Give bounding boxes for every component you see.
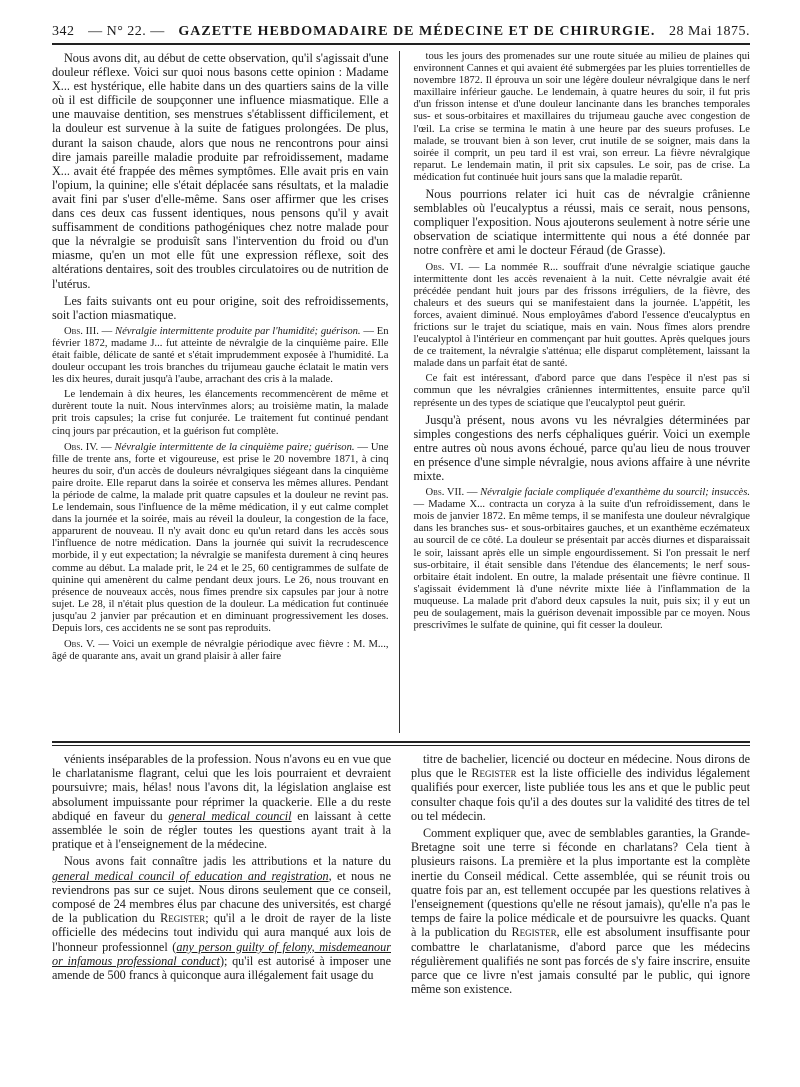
paragraph: tous les jours des promenades sur une route située au milieu de plaines qui environnent Cannes et qui avaient été submergées par les pluies torrentielles de novembre 1872. Il éprouva un soir une légère douleur névralgique dans le nerf maxillaire inférieur gauche. Le lendemain, à quatre heures du soir, il fut pris d'un frisson intense et d'une douleur lancinante dans les branches temporales sus- et sous-orbitaires et maxillaires du trijumeau gauche avec congestion de l'œil. La crise se termina le matin à une heure par des sueurs profuses. Le malade, se trouvant bien à son lever, crut inutile de se soigner, mais dans la soirée il comprit, un peu tard il est vrai, son erreur. La fièvre névralgique reparut. Le lendemain matin, il prit six capsules. Le soir, pas de crise. La médication fut continuée huit jours sans que la maladie reparût.: [413, 51, 750, 183]
text-run: , et nous ne reviendrons pas sur ce sujet. Nous dirons seulement que ce conseil, composé de 24 membres élus par chacune des universités, est chargé de la publication du: [52, 868, 391, 926]
lower-left-column: [52, 752, 397, 1042]
section-divider: [52, 741, 750, 743]
issue-date: 28 Mai 1875.: [668, 24, 750, 39]
paragraph: Le lendemain à dix heures, les élancements recommencèrent de même et durèrent toute la nuit. Nous intervînmes alors; au troisième matin, la malade prit trois capsules; la crise fut conjurée. Le traitement fut continué pendant cinq jours par précaution, et la guérison fut complète.: [52, 389, 389, 437]
observation-3: [52, 326, 389, 386]
text-run: vénients inséparables de la profession. Nous n'avons eu en vue que le charlatanisme flagrant, celui que les lois pourraient et devraient poursuivre; mais, hélas! nous l'avons dit, la législation anglaise est absolument impuissante pour réprimer la quackerie. Elle a du reste abdiqué en faveur du: [52, 752, 391, 823]
upper-right-column: [414, 51, 751, 733]
observation-5: [52, 639, 389, 663]
journal-title: GAZETTE HEBDOMADAIRE DE MÉDECINE ET DE CHIRURGIE.: [178, 24, 656, 39]
observation-4: [52, 442, 389, 636]
paragraph: Nous avons dit, au début de cette observation, qu'il s'agissait d'une douleur réflexe. Voici sur quoi nous basons cette opinion : Madame X... est hystérique, elle habite dans un des quartiers sains de la ville où il est difficile de soupçonner une influence miasmatique. Elle a une mauvaise dentition, ses menstrues s'établissent difficilement, et la douleur est survenue à la suite de fatigues prolongées. De plus, durant la saison chaude, alors que nous ne rencontrons pour ainsi dire jamais pareille maladie produite par refroidissement, madame X... avait été frappée des mêmes symptômes. Elle avait pris en vain l'opium, la quinine; elle s'était déplacée sans résultats, et la maladie avait fini par s'user d'elle-même. Sans oser affirmer que les crises dans ces deux cas fussent identiques, nous pensons qu'il y avait suffisamment de conditions pathogéniques chez notre malade pour que la névralgie se produisît sans l'intervention du froid ou d'un miasme, qu'en un mot elle fût une expression réflexe, soit des altérations dentaires, soit des troubles circulatoires ou de nutrition de l'utérus.: [52, 51, 389, 291]
upper-section: [52, 51, 750, 733]
paragraph: Les faits suivants ont eu pour origine, soit des refroidissements, soit l'action miasmatique.: [52, 293, 389, 322]
paragraph: [52, 752, 391, 851]
obs-title: Névralgie intermittente produite par l'humidité; guérison.: [115, 325, 361, 337]
paragraph: Nous pourrions relater ici huit cas de névralgie crânienne semblables où l'eucalyptus a réussi, mais ce serait, nous pensons, compliquer l'exposition. Nous ajouterons seulement à notre série une observation de sciatique intermittente qui nous a été donnée par notre confrère et ami le docteur Féraud (de Grasse).: [413, 187, 750, 258]
obs-title: Névralgie faciale compliquée d'exanthème du sourcil; insuccès.: [480, 487, 750, 499]
text-run: titre de bachelier, licencié ou docteur en médecine. Nous dirons de plus que le: [411, 752, 750, 781]
text-run-italic: general medical council: [168, 808, 292, 823]
obs-title: Névralgie intermittente de la cinquième paire; guérison.: [114, 441, 355, 453]
text-run: ); qu'il est autorisé à imposer une amende de 500 francs à quiconque aura illégalement fait usage du: [52, 953, 391, 983]
text-run: Comment expliquer que, avec de semblables garanties, la Grande-Bretagne soit une terre si féconde en charlatans? Cela tient à plusieurs raisons. La première et la plus importante est la complète inertie du Conseil médical. Cette assemblée, qui se réunit trois ou quatre fois par an, est tellement occupée par les questions relatives à l'enseignement (questions qu'elle ne résout jamais), qu'elle n'a pas le temps de faire la police médicale et de poursuivre les quacks. Quant à la publication du: [411, 826, 750, 940]
text-run-italic: general medical council of education and registration: [52, 868, 329, 883]
obs-text: — Madame X... contracta un coryza à la suite d'un refroidissement, dans le mois de janvier 1872. En même temps, il se manifesta une douleur névralgique dans les branches sus- et sous-orbitaires gauches, et un exanthème eczémateux au sourcil de ce côté. La douleur se présentait par accès diurnes et disparaissait le soir, laissant après elle un simple engourdissement. Si l'on pressait le nerf sus-orbitaire, il était sensible dans l'étendue des élancements; le nerf sous-orbitaire était indolent. En outre, la malade présentait une fièvre continue. Il s'agissait évidemment là d'une névrite mixte liée à l'inflammation de la muqueuse. La malade prit d'abord deux capsules la nuit, puis six; il y eut un peu de soulagement, mais la guérison devenait impossible par ce moyen. Nous prescrivîmes le sulfate de quinine, qui fit cesser la douleur.: [413, 499, 750, 632]
obs-label: Obs. VI. —: [425, 261, 480, 273]
paragraph: Jusqu'à présent, nous avons vu les névralgies déterminées par simples congestions des nerfs céphaliques guérir. Voici un exemple entre autres où nous avons échoué, parce qu'au lieu de nous trouver en présence d'une simple névralgie, nous avions affaire à une névrite mixte.: [413, 412, 750, 483]
text-run: ; qu'il a le droit de rayer de la liste officielle des médecins tout individu qui aura manqué aux lois de l'honneur professionnel (: [52, 911, 391, 954]
section-divider-thin: [52, 745, 750, 746]
obs-text: — Une fille de trente ans, forte et vigoureuse, est prise le 20 novembre 1871, à cinq heures du soir, d'un accès de douleurs névralgiques siégeant dans la cinquième paire droite. Elle reparut dans la soirée et conserva les mêmes allures. Pendant la période de calme, la malade prit quatre capsules et la douleur ne revint pas. Le lendemain, sous l'influence de la même médication, il y eut calme complet dans la journée et la soirée, mais au réveil la douleur, la congestion de la face, apparurent de nouveau. Il n'y avait donc eu qu'un retard dans les accès sous l'influence de notre médication. Dans la journée qui suivit la recrudescence morbide, il y eut expectation; la névralgie se manifesta durement à cinq heures comme au début. La malade prit, le 24 et le 25, 60 centigrammes de sulfate de quinine qui amenèrent du calme pendant deux jours. Le 26, nous trouvant en présence de nouveaux accès, nous fîmes prendre six capsules par jour à notre sujet. Le 28, il n'était plus question de la douleur. La médication fut continuée jusqu'au 2 janvier par précaution et en diminuant progressivement les doses. Depuis lors, ces accidents ne se sont pas reproduits.: [52, 441, 389, 635]
issue-number: — N° 22. —: [88, 24, 165, 39]
upper-left-column: [52, 51, 400, 733]
obs-text: Voici un exemple de névralgie périodique avec fièvre : M. M..., âgé de quarante ans, avait un grand plaisir à aller faire: [52, 639, 389, 663]
paragraph: [52, 854, 391, 982]
register-term: Register: [160, 911, 206, 926]
obs-label: Obs. V. —: [64, 639, 109, 651]
obs-label: Obs. VII. —: [425, 487, 478, 499]
obs-label: Obs. III. —: [64, 325, 113, 337]
register-term: Register: [471, 766, 517, 781]
running-header: [52, 24, 750, 45]
lower-right-column: [411, 752, 750, 1042]
observation-6: [414, 262, 751, 371]
register-term: Register: [511, 925, 557, 940]
text-run: est la liste officielle des individus légalement qualifiés pour exercer, liste publiée tous les ans et que le public peut consulter chaque fois qu'il a des doutes sur la validité des titres de tel ou tel médecin.: [411, 766, 750, 823]
text-run-italic: any person guilty of felony, misdemeanour or infamous professional conduct: [52, 939, 391, 968]
paragraph: [411, 752, 750, 823]
page-number: 342: [52, 24, 75, 39]
paragraph: Ce fait est intéressant, d'abord parce que dans l'espèce il n'est pas si commun que les névralgies crâniennes intermittentes, ensuite parce qu'il représente un des types de sciatique que l'eucalyptol peut guérir.: [413, 373, 750, 409]
text-run: , elle est absolument insuffisante pour combattre le charlatanisme, d'abord parce que les médecins régulièrement qualifiés ne sont pas forcés de s'y faire inscrire, ensuite parce que ce livre n'est jamais consulté par le public, qui ignore même son existence.: [411, 925, 750, 997]
obs-text: — En février 1872, madame J... fut atteinte de névralgie de la cinquième paire. Elle était faible, délicate de santé et s'était imprudemment exposée à l'humidité. La douleur occupant les trois branches du trijumeau gauche éclatait le matin vers les dix heures, durait jusqu'à l'aube, arrachant des cris à la malade.: [52, 325, 389, 386]
text-run: Nous avons fait connaître jadis les attributions et la nature du: [64, 854, 391, 869]
paragraph: [411, 826, 750, 996]
observation-7: [414, 487, 751, 632]
lower-section: [52, 752, 750, 1042]
obs-label: Obs. IV. —: [64, 441, 112, 453]
obs-text: La nommée R... souffrait d'une névralgie sciatique gauche intermittente dont les accès revenaient à la nuit. Cette névralgie avait été précédée pendant huit jours par des frissons irréguliers, de la fièvre, des chaleurs et des sueurs qui se manifestaient dans la journée. L'appétit, les forces, avaient diminué. Nous employâmes d'abord l'essence d'eucalyptus en frictions sur le trajet du sciatique, mais en vain. Nous fîmes alors prendre l'eucalyptol à l'intérieur en commençant par huit gouttes. Après quelques jours de ce traitement, la névralgie s'atténua; elle disparut complètement, laissant la malade dans un parfait état de santé.: [413, 261, 750, 370]
text-run: en laissant à cette assemblée le soin de régler toutes les questions ayant trait à la pratique et à l'enseignement de la médecine.: [52, 808, 391, 852]
